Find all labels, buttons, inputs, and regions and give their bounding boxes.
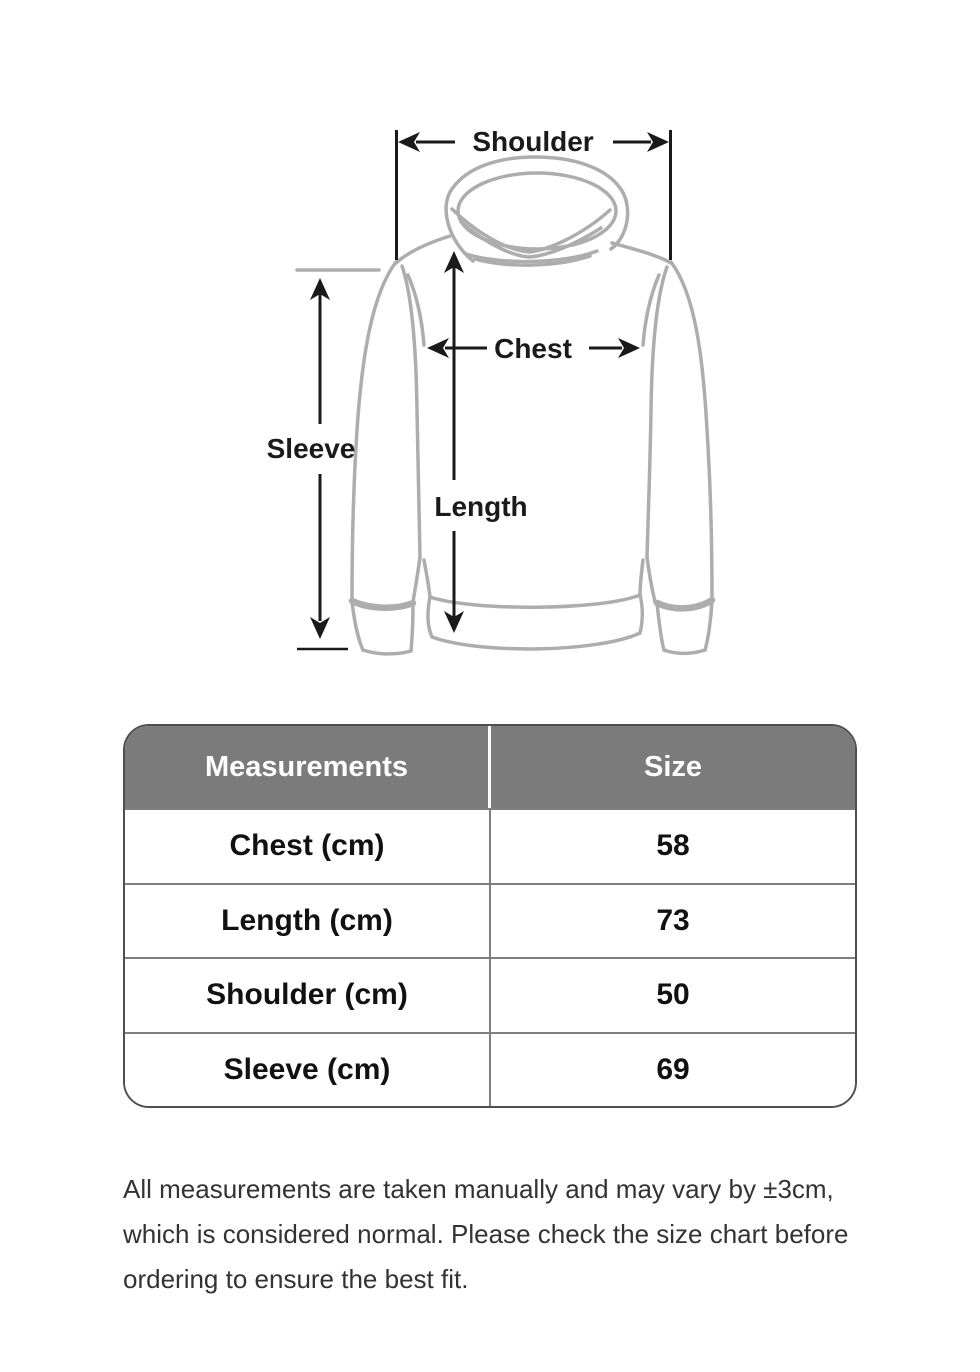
sleeve-left-outer xyxy=(352,262,396,600)
cuff-right-band xyxy=(657,600,712,608)
shoulder-label: Shoulder xyxy=(472,126,594,157)
cuff-left-band xyxy=(352,601,413,608)
sleeve-right-inner xyxy=(647,267,667,557)
sleeve-right-lower-inner xyxy=(647,557,655,602)
row-value: 69 xyxy=(656,1052,690,1086)
cuff-left-bottom xyxy=(363,650,411,654)
size-table xyxy=(123,724,857,1108)
length-label: Length xyxy=(434,491,528,522)
cuff-left-side-outer xyxy=(352,601,363,650)
row-label: Chest (cm) xyxy=(125,810,491,883)
shoulder-left-seam xyxy=(396,236,450,263)
disclaimer-line-3: ordering to ensure the best fit. xyxy=(123,1264,469,1294)
disclaimer-line-2: which is considered normal. Please check the size chart before xyxy=(123,1219,849,1249)
row-value: 50 xyxy=(656,978,690,1012)
table-row-sleeve xyxy=(125,1032,855,1107)
sleeve-left-lower-inner xyxy=(413,557,420,602)
table-row-shoulder xyxy=(125,957,855,1032)
cuff-left-side-inner xyxy=(411,603,413,651)
cuff-right-side-outer xyxy=(705,600,712,650)
sleeve-label: Sleeve xyxy=(266,433,356,464)
sleeve-right-outer xyxy=(671,262,712,599)
disclaimer-line-1: All measurements are taken manually and may vary by ±3cm, xyxy=(123,1174,834,1204)
row-label: Sleeve (cm) xyxy=(125,1034,491,1107)
row-value: 58 xyxy=(656,829,690,863)
row-label: Shoulder (cm) xyxy=(125,959,491,1032)
row-value: 73 xyxy=(656,903,690,937)
chest-label: Chest xyxy=(494,333,572,364)
body-right-edge xyxy=(640,560,643,596)
measurement-disclaimer xyxy=(123,1167,863,1302)
column-header-measurements: Measurements xyxy=(125,726,491,808)
hood-flap-1 xyxy=(452,209,610,252)
table-row-length xyxy=(125,883,855,958)
hem-top xyxy=(430,595,640,607)
cuff-right-side-inner xyxy=(657,603,664,650)
shoulder-right-seam xyxy=(612,243,671,263)
table-row-chest xyxy=(125,808,855,883)
cuff-right-bottom xyxy=(664,650,705,653)
row-label: Length (cm) xyxy=(125,885,491,958)
column-header-size: Size xyxy=(643,750,703,783)
size-table-header-row xyxy=(125,726,855,808)
body-left-edge xyxy=(424,560,430,597)
hoodie-outline xyxy=(297,157,712,654)
